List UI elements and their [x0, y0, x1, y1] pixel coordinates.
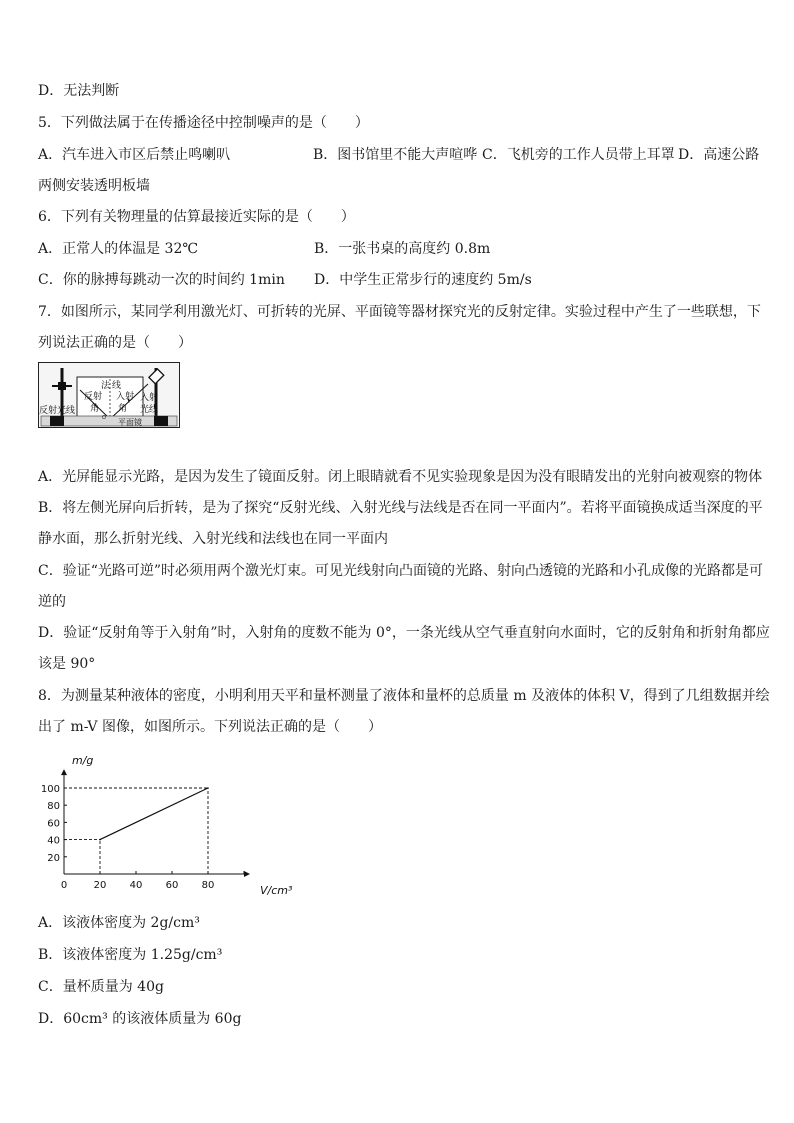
y-tick-label: 80	[47, 801, 60, 813]
q6-option-a: A．正常人的体温是 32℃	[38, 241, 199, 257]
x-tick-label: 60	[165, 880, 179, 891]
x-axis-label: V/cm³	[260, 884, 293, 897]
fig-label-reflect-angle-1: 反射	[84, 392, 103, 402]
q6-option-c: C．你的脉搏每跳动一次的时间约 1min	[38, 272, 285, 288]
q8-option-c: C．量杯质量为 40g	[38, 979, 164, 995]
fig-label-normal-2: 线	[112, 381, 122, 391]
y-tick-label: 60	[47, 818, 60, 830]
data-point	[99, 839, 101, 841]
fig-label-normal-1: 法	[101, 381, 111, 391]
q7-stem-line2: 列说法正确的是（ ）	[38, 335, 192, 351]
q5-option-d: D．高速公路	[678, 147, 760, 163]
fig-label-o: O	[102, 415, 106, 421]
x-tick-label: 20	[93, 880, 107, 891]
y-tick-label: 100	[40, 784, 60, 795]
data-point	[207, 787, 209, 789]
q5-option-c: C．飞机旁的工作人员带上耳罩	[482, 147, 675, 163]
q5-stem: 5．下列做法属于在传播途径中控制噪声的是（ ）	[38, 115, 369, 131]
y-axis-arrow	[61, 769, 67, 775]
q8-stem-line2: 出了 m-V 图像，如图所示。下列说法正确的是（ ）	[38, 719, 382, 735]
q5-option-b: B．图书馆里不能大声喧哗	[313, 147, 478, 163]
fig-label-incident-ray-2: 光线	[140, 405, 159, 415]
q5-option-a: A．汽车进入市区后禁止鸣喇叭	[38, 147, 231, 163]
q7-option-b-line1: B．将左侧光屏向后折转，是为了探究“反射光线、入射光线与法线是否在同一平面内”。若将平面镜换成适当深度的平	[38, 500, 763, 516]
fig-label-incident-angle-2: 角	[118, 404, 128, 414]
fig-label-reflected-ray: 反射光线	[39, 406, 76, 416]
q7-stem-line1: 7．如图所示，某同学利用激光灯、可折转的光屏、平面镜等器材探究光的反射定律。实验过程中产生了一些联想，下	[38, 304, 761, 320]
q7-option-c-line1: C．验证“光路可逆”时必须用两个激光灯束。可见光线射向凸面镜的光路、射向凸透镜的光路和小孔成像的光路都是可	[38, 563, 764, 579]
fig-label-incident-ray-1: 入射	[140, 393, 159, 403]
q8-option-d: D．60cm³ 的该液体质量为 60g	[38, 1011, 242, 1027]
q8-option-b: B．该液体密度为 1.25g/cm³	[38, 947, 223, 963]
q5-option-d-cont: 两侧安装透明板墙	[38, 178, 150, 194]
q7-option-d-line2: 该是 90°	[38, 656, 96, 672]
q4-option-d: D．无法判断	[38, 83, 120, 99]
q8-option-a: A．该液体密度为 2g/cm³	[38, 915, 200, 931]
x-axis-arrow	[244, 871, 250, 877]
q6-stem: 6．下列有关物理量的估算最接近实际的是（ ）	[38, 209, 355, 225]
y-axis-label: m/g	[72, 754, 94, 767]
y-tick-label: 20	[47, 852, 60, 864]
q7-option-c-line2: 逆的	[38, 594, 66, 610]
x-tick-label: 40	[129, 880, 143, 891]
y-tick-label: 40	[47, 835, 60, 847]
series-line	[100, 788, 208, 840]
q6-option-b: B．一张书桌的高度约 0.8m	[314, 241, 491, 257]
fig-label-mirror: 平面镜	[118, 418, 142, 427]
q8-stem-line1: 8．为测量某种液体的密度，小明利用天平和量杯测量了液体和量杯的总质量 m 及液体的体积 V，得到了几组数据并绘	[38, 688, 770, 704]
x-tick-label: 80	[201, 880, 215, 891]
reflection-experiment-figure	[38, 362, 180, 428]
q7-option-d-line1: D．验证“反射角等于入射角”时，入射角的度数不能为 0°，一条光线从空气垂直射向水面时，它的反射角和折射角都应	[38, 625, 770, 641]
fig-label-reflect-angle-2: 角	[90, 404, 100, 414]
mv-chart	[30, 748, 300, 900]
x-tick-label: 0	[60, 880, 68, 891]
q7-option-a: A．光屏能显示光路，是因为发生了镜面反射。闭上眼睛就看不见实验现象是因为没有眼睛发出的光射向被观察的物体	[38, 469, 763, 485]
q6-option-d: D．中学生正常步行的速度约 5m/s	[314, 272, 532, 288]
q7-option-b-line2: 静水面，那么折射光线、入射光线和法线也在同一平面内	[38, 531, 388, 547]
fig-label-incident-angle-1: 入射	[116, 392, 135, 402]
